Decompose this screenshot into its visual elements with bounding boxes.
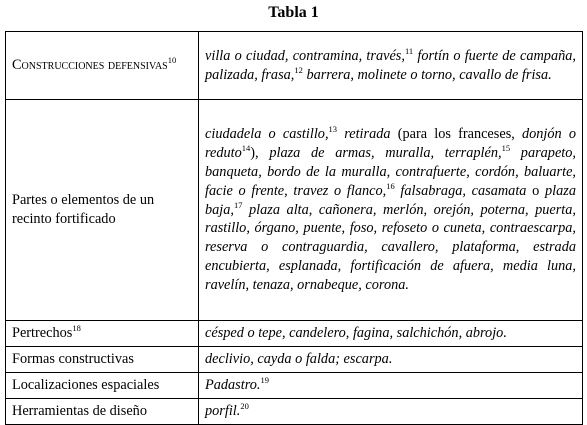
- footnote-ref: 14: [241, 143, 251, 154]
- terms-cell: [199, 321, 583, 347]
- footnote-ref: 16: [386, 181, 395, 192]
- footnote-ref: 19: [260, 375, 269, 386]
- terms-cell: [199, 399, 583, 425]
- terms-text: [205, 47, 576, 85]
- term-text: declivio, cayda o falda; escarpa.: [205, 351, 393, 368]
- term-text: donjón o reduto: [205, 126, 577, 162]
- footnote-ref: 18: [72, 323, 81, 334]
- terms-cell: [199, 373, 583, 399]
- table-row: [6, 32, 583, 100]
- category-label: Herramientas de diseño: [12, 403, 147, 420]
- category-cell: [6, 32, 199, 100]
- terms-text: [205, 402, 576, 421]
- category-label: Partes o elementos de un recinto fortificado: [12, 192, 155, 227]
- footnote-ref: 11: [404, 45, 414, 56]
- table-row: [6, 373, 583, 399]
- category-cell: [6, 321, 199, 347]
- term-text: Padastro.: [205, 377, 261, 394]
- term-text: ciudadela o castillo,: [205, 126, 329, 143]
- footnote-ref: 10: [167, 55, 177, 66]
- category-label: Localizaciones espaciales: [12, 377, 160, 394]
- table-row: [6, 347, 583, 373]
- footnote-ref: 13: [328, 124, 338, 135]
- footnote-ref: 12: [294, 64, 303, 75]
- term-text: villa o ciudad, contramina, través,: [205, 47, 405, 64]
- terminology-table: [5, 31, 583, 425]
- category-cell: [6, 100, 199, 321]
- term-text: plaza de armas, muralla, terraplén,: [258, 145, 502, 162]
- terms-text: [205, 350, 576, 369]
- footnote-ref: 17: [234, 199, 243, 210]
- term-text: plaza alta, cañonera, merlón, orejón, poterna, puerta, rastillo, órgano, puente, foso, refoseto o cuneta, contraescarpa, reserva o contraguardia, cavallero, plataforma, estrada encubierta, esplanada, fortificación de afuera, media luna, ravelín, tenaza, ornabeque, corona.: [205, 201, 576, 293]
- category-cell: [6, 347, 199, 373]
- footnote-ref: 20: [240, 401, 249, 412]
- terms-cell: [199, 32, 583, 100]
- terms-cell: [199, 347, 583, 373]
- category-cell: [6, 399, 199, 425]
- table-row: [6, 100, 583, 321]
- term-text: falsabraga, casamata: [394, 182, 533, 199]
- table-caption: Tabla 1: [268, 4, 319, 21]
- table-row: [6, 399, 583, 425]
- terms-text: [205, 125, 576, 294]
- term-text: plaza baja,: [205, 182, 576, 218]
- category-cell: [6, 373, 199, 399]
- table-row: [6, 321, 583, 347]
- terms-text: [205, 324, 576, 343]
- footnote-ref: 15: [501, 143, 511, 154]
- term-text: barrera, molinete o torno, cavallo de frisa.: [302, 66, 552, 83]
- connector-text: ),: [250, 145, 259, 162]
- term-text: parapeto, banqueta, bordo de la muralla, contrafuerte, cordón, baluarte, facie o frente, travez o flanco,: [205, 145, 576, 199]
- category-label: Formas constructivas: [12, 351, 134, 368]
- category-label: Construcciones defensivas: [12, 57, 168, 74]
- category-label: Pertrechos: [12, 325, 73, 342]
- term-text: césped o tepe, candelero, fagina, salchichón, abrojo.: [205, 325, 507, 342]
- term-text: fortín o fuerte de campaña, palizada, frasa,: [205, 47, 576, 83]
- connector-text: (para los franceses,: [397, 126, 515, 143]
- terms-text: [205, 376, 576, 395]
- term-text: retirada: [337, 126, 398, 143]
- connector-text: o: [532, 182, 540, 199]
- term-text: porfil.: [205, 403, 241, 420]
- terms-cell: [199, 100, 583, 321]
